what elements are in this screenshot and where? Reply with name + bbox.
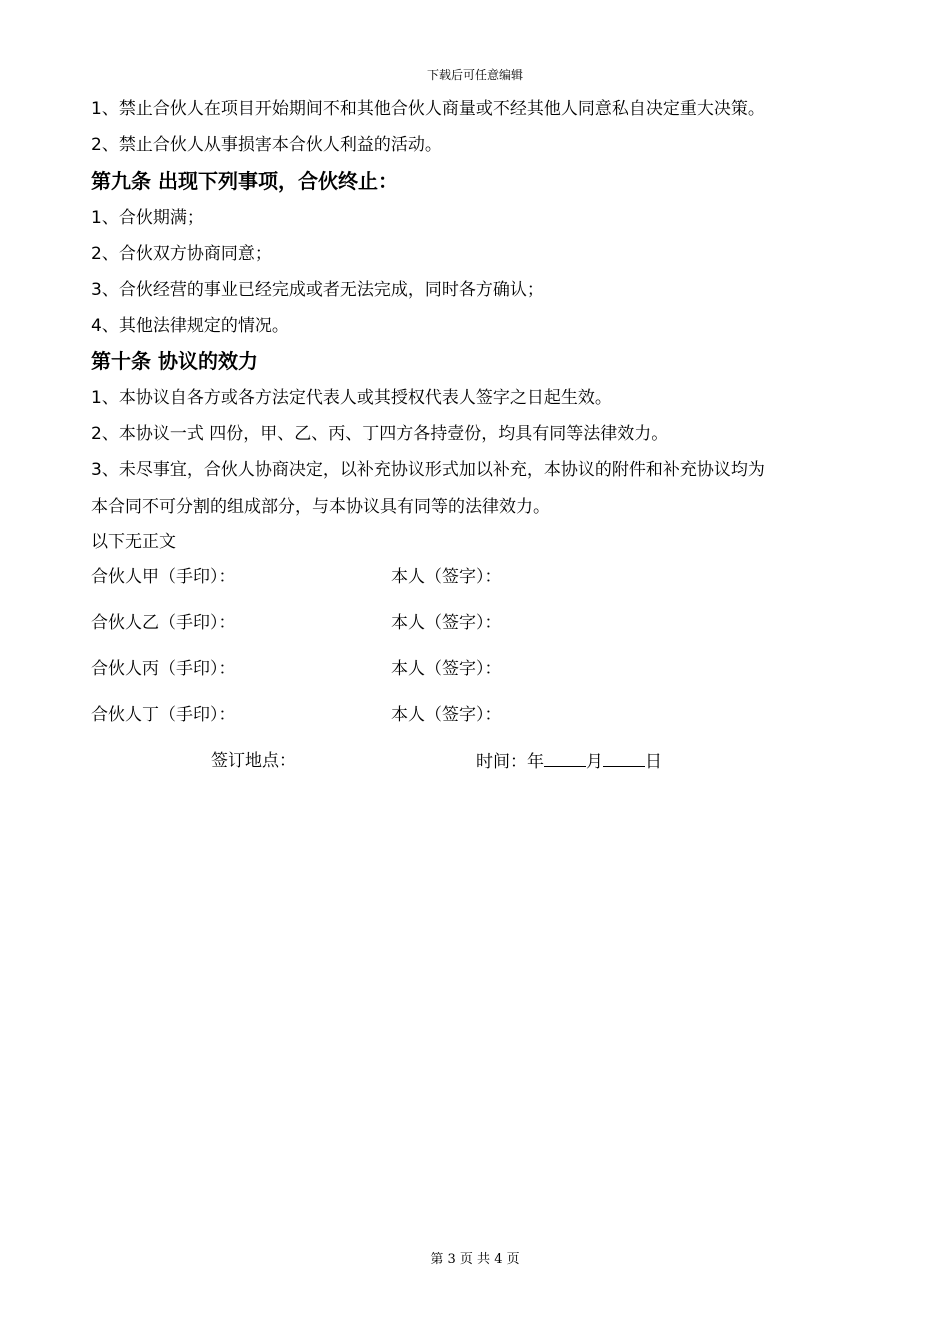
signing-date-line [476, 750, 662, 773]
month-label: 月 [586, 752, 603, 772]
page-header: 下载后可任意编辑 [426, 68, 523, 82]
signing-place-label: 签订地点： [211, 751, 296, 771]
section9-item-4: 4、其他法律规定的情况。 [91, 316, 289, 336]
signature-label-self-c: 本人（签字）： [391, 659, 502, 679]
section9-item-2: 2、合伙双方协商同意； [91, 244, 272, 264]
section9-title: 第九条 出现下列事项，合伙终止： [91, 169, 398, 193]
section10-title: 第十条 协议的效力 [91, 349, 258, 373]
section9-item-1: 1、合伙期满； [91, 208, 204, 228]
section9-item-3: 3、合伙经营的事业已经完成或者无法完成，同时各方确认； [91, 280, 544, 300]
signature-label-partner-b: 合伙人乙（手印）： [91, 613, 236, 633]
signature-label-partner-c: 合伙人丙（手印）： [91, 659, 236, 679]
day-label: 日 [645, 752, 662, 772]
signing-time-label: 时间：年 [476, 752, 544, 772]
signature-label-self-b: 本人（签字）： [391, 613, 502, 633]
end-note: 以下无正文 [91, 532, 176, 552]
section10-item-2: 2、本协议一式 四份，甲、乙、丙、丁四方各持壹份，均具有同等法律效力。 [91, 424, 669, 444]
month-blank [544, 750, 586, 767]
section8-item-2: 2、禁止合伙人从事损害本合伙人利益的活动。 [91, 135, 442, 155]
section10-item-1: 1、本协议自各方或各方法定代表人或其授权代表人签字之日起生效。 [91, 388, 612, 408]
page-footer: 第 3 页 共 4 页 [430, 1252, 520, 1267]
signature-label-partner-d: 合伙人丁（手印）： [91, 705, 236, 725]
section10-item-3: 3、未尽事宜，合伙人协商决定，以补充协议形式加以补充，本协议的附件和补充协议均为 [91, 460, 765, 480]
day-blank [603, 750, 645, 767]
section8-item-1: 1、禁止合伙人在项目开始期间不和其他合伙人商量或不经其他人同意私自决定重大决策。 [91, 99, 765, 119]
signature-label-partner-a: 合伙人甲（手印）： [91, 567, 236, 587]
section10-item-3-continued: 本合同不可分割的组成部分，与本协议具有同等的法律效力。 [91, 497, 550, 517]
signature-label-self-a: 本人（签字）： [391, 567, 502, 587]
signature-label-self-d: 本人（签字）： [391, 705, 502, 725]
